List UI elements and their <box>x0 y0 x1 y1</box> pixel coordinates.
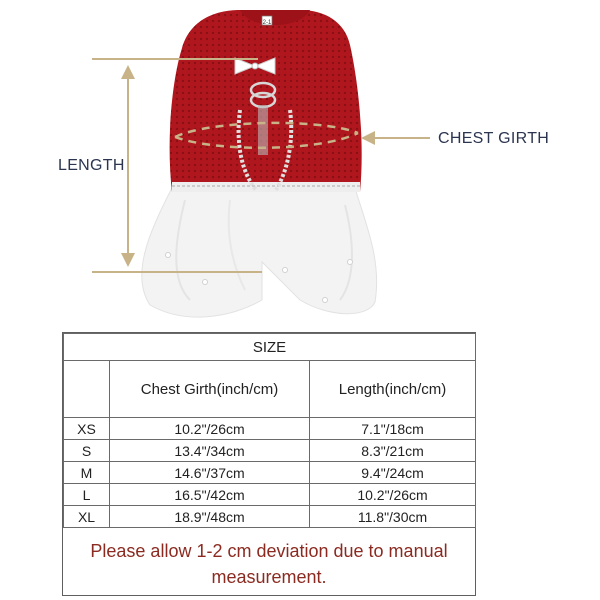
header-chest-girth: Chest Girth(inch/cm) <box>110 361 310 418</box>
length-label: LENGTH <box>58 157 125 174</box>
header-length: Length(inch/cm) <box>310 361 476 418</box>
length-cell: 8.3"/21cm <box>310 440 476 462</box>
length-cell: 9.4"/24cm <box>310 462 476 484</box>
length-cell: 11.8"/30cm <box>310 506 476 528</box>
table-row <box>64 440 476 462</box>
size-chart <box>62 332 476 596</box>
length-cell: 7.1"/18cm <box>310 418 476 440</box>
table-row <box>64 506 476 528</box>
garment-tag-text: 2-1 <box>262 20 272 26</box>
chest-cell: 10.2"/26cm <box>110 418 310 440</box>
length-cell: 10.2"/26cm <box>310 484 476 506</box>
header-size <box>64 361 110 418</box>
chest-cell: 18.9"/48cm <box>110 506 310 528</box>
chest-cell: 13.4"/34cm <box>110 440 310 462</box>
size-table <box>63 333 476 528</box>
size-chart-title: SIZE <box>64 334 476 361</box>
chest-girth-label: CHEST GIRTH <box>438 130 550 147</box>
size-cell: M <box>64 462 110 484</box>
deviation-note: Please allow 1-2 cm deviation due to manual measurement. <box>90 541 448 587</box>
mesh-bodice <box>170 10 362 192</box>
size-cell: L <box>64 484 110 506</box>
size-cell: XS <box>64 418 110 440</box>
table-row <box>64 484 476 506</box>
chest-cell: 14.6"/37cm <box>110 462 310 484</box>
size-cell: XL <box>64 506 110 528</box>
table-row <box>64 462 476 484</box>
size-cell: S <box>64 440 110 462</box>
table-row <box>64 418 476 440</box>
tulle-skirt <box>142 188 377 317</box>
chest-cell: 16.5"/42cm <box>110 484 310 506</box>
